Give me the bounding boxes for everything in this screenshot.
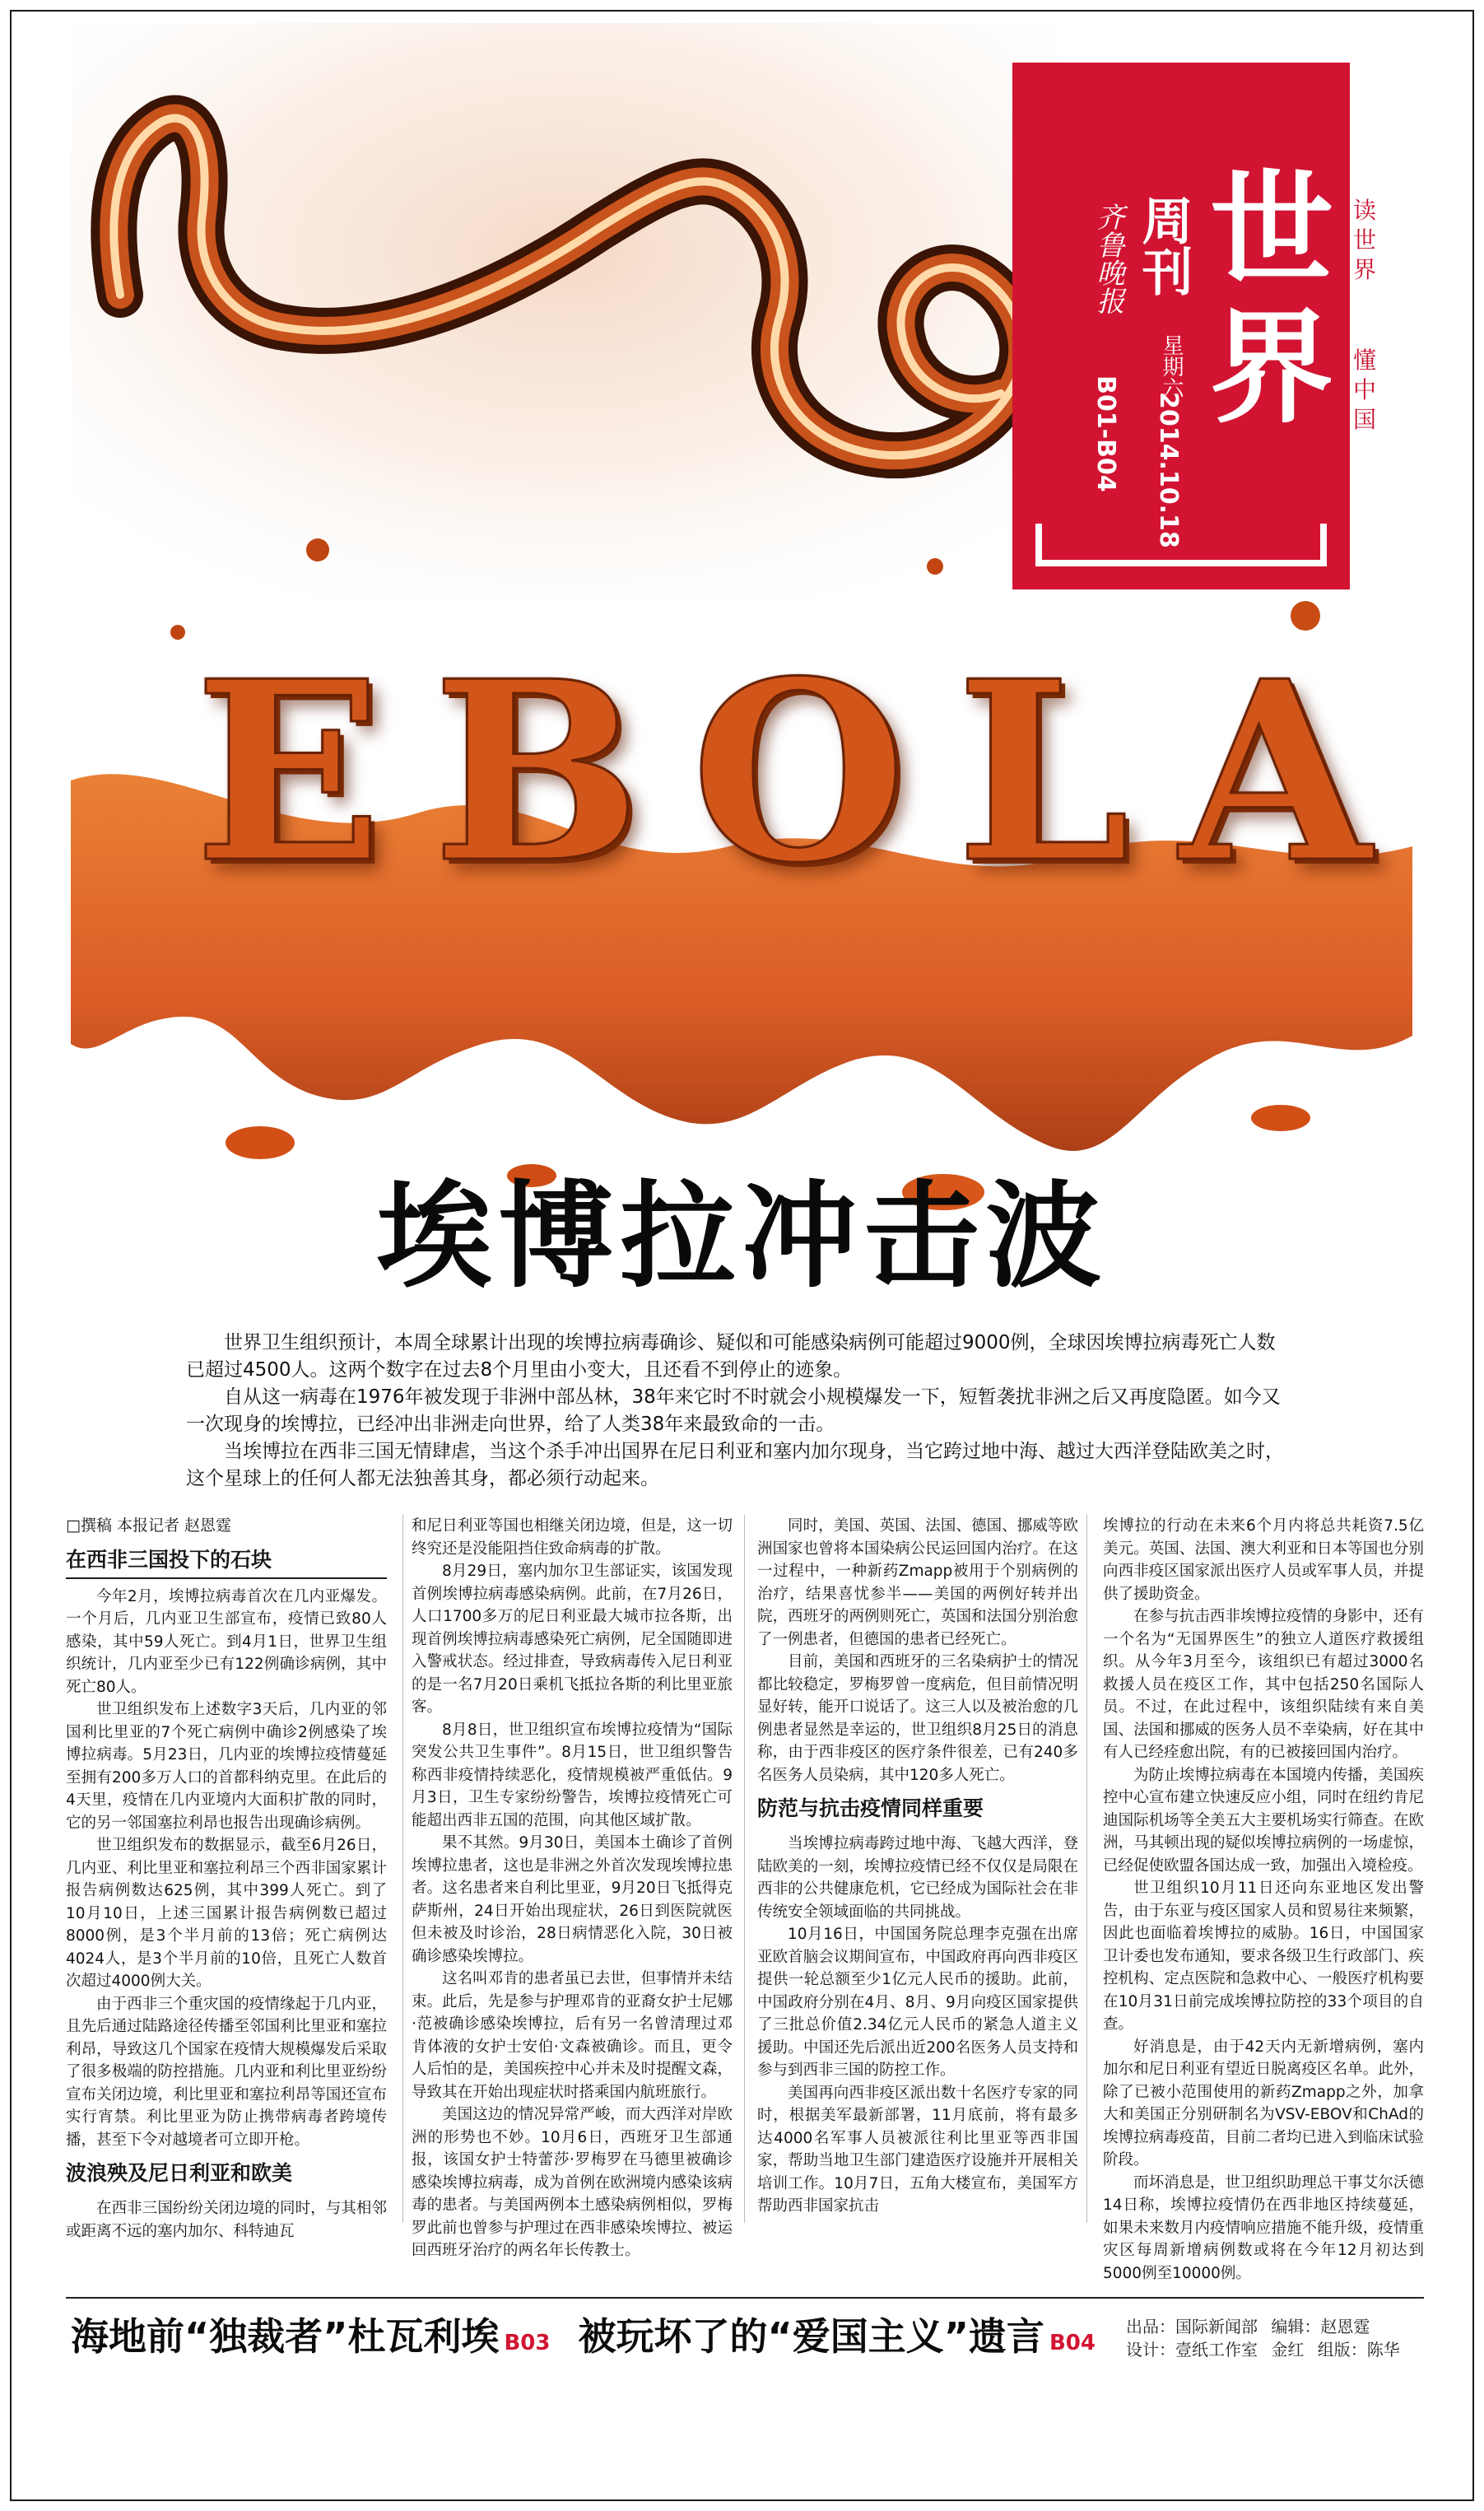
column-2 bbox=[412, 1515, 733, 2259]
paragraph: 在西非三国纷纷关闭边境的同时，与其相邻或距离不远的塞内加尔、科特迪瓦 bbox=[66, 2200, 387, 2240]
teaser-title[interactable]: 海地前“独裁者”杜瓦利埃 bbox=[71, 2314, 500, 2359]
masthead-title: 世界 bbox=[1209, 159, 1333, 440]
footer-rule bbox=[66, 2297, 1424, 2299]
paragraph: 和尼日利亚等国也相继关闭边境，但是，这一切终究还是没能阻挡住致命病毒的扩散。 bbox=[412, 1517, 733, 1558]
credit-producer: 出品：国际新闻部 bbox=[1126, 2317, 1258, 2336]
lead-paragraph: 世界卫生组织预计，本周全球累计出现的埃博拉病毒确诊、疑似和可能感染病例可能超过9000例，全球因埃博拉病毒死亡人数已超过4500人。这两个数字在过去8个月里由小变大，且还看不到停止的迹象。 bbox=[186, 1332, 1276, 1381]
letter-l: L bbox=[956, 627, 1130, 917]
paragraph: 在参与抗击西非埃博拉疫情的身影中，还有一个名为“无国界医生”的独立人道医疗救援组织。从今年3月至今，该组织已有超过3000名救援人员在疫区工作，其中包括250名国际人员。不过，在此过程中，该组织陆续有来自美国、法国和挪威的医务人员不幸染病，好在其中有人已经痊愈出院，有的已被接回国内治疗。 bbox=[1103, 1608, 1424, 1761]
section-heading: 在西非三国投下的石块 bbox=[66, 1546, 387, 1579]
weekly-label: 周刊 bbox=[1133, 194, 1193, 296]
credit-designer: 金红 bbox=[1271, 2340, 1305, 2360]
paragraph: 世卫组织10月11日还向东亚地区发出警告，由于东亚与疫区国家人员和贸易往来频繁，因此也面临着埃博拉的威胁。16日，中国国家卫计委也发布通知，要求各级卫生行政部门、疾控机构、定点医院和急救中心、一般医疗机构要在10月31日前完成埃博拉防控的33个项目的自查。 bbox=[1103, 1880, 1424, 2033]
column-3 bbox=[757, 1515, 1078, 2231]
paragraph: 为防止埃博拉病毒在本国境内传播，美国疾控中心宣布建立快速反应小组，同时在纽约肯尼迪国际机场等全美五大主要机场实行筛查。在欧洲，马其顿出现的疑似埃博拉病例的一场虚惊，已经促使欧盟各国达成一致，加强出入境检疫。 bbox=[1103, 1766, 1424, 1875]
paragraph: 美国再向西非疫区派出数十名医疗专家的同时，根据美军最新部署，11月底前，将有最多达4000名军事人员被派往利比里亚等西非国家，帮助当地卫生部门建造医疗设施并开展相关培训工作。10月7日，五角大楼宣布，美国军方帮助西非国家抗击 bbox=[757, 2084, 1078, 2215]
paragraph: 好消息是，由于42天内无新增病例，塞内加尔和尼日利亚有望近日脱离疫区名单。此外，除了已被小范围使用的新药Zmapp之外，加拿大和美国正分别研制名为VSV-EBOV和ChAd的埃博拉病毒疫苗，目前二者均已进入到临床试验阶段。 bbox=[1103, 2038, 1424, 2169]
paragraph: 这名叫邓肯的患者虽已去世，但事情并未结束。此后，先是参与护理邓肯的亚裔女护士尼娜·范被确诊感染埃博拉，后有另一名曾清理过邓肯体液的女护士安伯·文森被确诊。而且，更令人后怕的是，美国疾控中心并未及时提醒文森，导致其在开始出现症状时搭乘国内航班旅行。 bbox=[412, 1970, 733, 2101]
article-body bbox=[66, 1515, 1424, 2282]
teaser-title[interactable]: 被玩坏了的“爱国主义”遗言 bbox=[578, 2314, 1044, 2359]
ebola-word bbox=[194, 599, 1371, 917]
paragraph: 今年2月，埃博拉病毒首次在几内亚爆发。一个月后，几内亚卫生部宣布，疫情已致80人感染，其中59人死亡。到4月1日，世界卫生组织统计，几内亚至少已有122例确诊病例，其中死亡80人。 bbox=[66, 1587, 387, 1696]
paragraph: 8月8日，世卫组织宣布埃博拉疫情为“国际突发公共卫生事件”。8月15日，世卫组织警告称西非疫情持续恶化，疫情规模被严重低估。9月3日，卫生专家纷纷警告，埃博拉疫情死亡可能超出西非五国的范围，向其他区域扩散。 bbox=[412, 1721, 733, 1829]
footer-teasers bbox=[71, 2310, 1123, 2369]
paragraph: 同时，美国、英国、法国、德国、挪威等欧洲国家也曾将本国染病公民运回国内治疗。在这一过程中，一种新药Zmapp被用于个别病例的治疗，结果喜忧参半——美国的两例好转并出院，西班牙的两例则死亡，英国和法国分别治愈了一例患者，但德国的患者已经死亡。 bbox=[757, 1517, 1078, 1648]
lead-paragraph: 当埃博拉在西非三国无情肆虐，当这个杀手冲出国界在尼日利亚和塞内加尔现身，当它跨过地中海、越过大西洋登陆欧美之时，这个星球上的任何人都无法独善其身，都必须行动起来。 bbox=[186, 1441, 1284, 1489]
paragraph: 埃博拉的行动在未来6个月内将总共耗资7.5亿美元。英国、法国、澳大利亚和日本等国也分别向西非疫区国家派出医疗人员或军事人员，并提供了援助资金。 bbox=[1103, 1517, 1424, 1603]
paragraph: 世卫组织发布上述数字3天后，几内亚的邻国利比里亚的7个死亡病例中确诊2例感染了埃博拉病毒。5月23日，几内亚的埃博拉疫情蔓延至拥有200多万人口的首都科纳克里。在此后的4天里，疫情在几内亚境内大面积扩散的同时，它的另一邻国塞拉利昂也报告出现确诊病例。 bbox=[66, 1701, 387, 1832]
byline: □撰稿 本报记者 赵恩霆 bbox=[66, 1516, 232, 1535]
letter-e: E bbox=[194, 627, 383, 917]
lead-paragraph: 自从这一病毒在1976年被发现于非洲中部丛林，38年来它时不时就会小规模爆发一下，短暂袭扰非洲之后又再度隐匿。如今又一次现身的埃博拉，已经冲出非洲走向世界，给了人类38年来最致命的一击。 bbox=[186, 1386, 1281, 1435]
paragraph: 目前，美国和西班牙的三名染病护士的情况都比较稳定，罗梅罗曾一度病危，但目前情况明显好转，能开口说话了。这三人以及被治愈的几例患者显然是幸运的，世卫组织8月25日的消息称，由于西非疫区的医疗条件很差，已有240多名医务人员染病，其中120多人死亡。 bbox=[757, 1653, 1078, 1784]
credit-design: 设计：壹纸工作室 bbox=[1126, 2340, 1258, 2360]
issue-date: 2014.10.18 bbox=[1154, 392, 1183, 548]
lead-paragraphs bbox=[186, 1330, 1289, 1493]
letter-o: O bbox=[691, 627, 906, 917]
weekday: 星期六 bbox=[1159, 334, 1184, 398]
column-4 bbox=[1103, 1515, 1424, 2282]
page-title: 埃博拉冲击波 bbox=[376, 1170, 1108, 1304]
column-1 bbox=[66, 1515, 387, 2240]
paragraph: 当埃博拉病毒跨过地中海、飞越大西洋，登陆欧美的一刻，埃博拉疫情已经不仅仅是局限在西非的公共健康危机，它已经成为国际社会在非传统安全领域面临的共同挑战。 bbox=[757, 1835, 1078, 1921]
credit-editor: 编辑：赵恩霆 bbox=[1271, 2317, 1370, 2336]
paper-name: 齐鲁晚报 bbox=[1091, 203, 1124, 314]
paragraph: 美国这边的情况异常严峻，而大西洋对岸欧洲的形势也不妙。10月6日，西班牙卫生部通报，该国女护士特蕾莎·罗梅罗在马德里被确诊感染埃博拉病毒，成为首例在欧洲境内感染该病毒的患者。与美国两例本土感染病例相似，罗梅罗此前也曾参与护理过在西非感染埃博拉、被运回西班牙治疗的两名年长传教士。 bbox=[412, 2106, 733, 2259]
letter-b: B bbox=[432, 627, 641, 917]
paragraph: 10月16日，中国国务院总理李克强在出席亚欧首脑会议期间宣布，中国政府再向西非疫区提供一轮总额至少1亿元人民币的援助。此前，中国政府分别在4月、8月、9月向疫区国家提供了三批总价值2.34亿元人民币的紧急人道主义援助。中国还先后派出近200名医务人员支持和参与到西非三国的防控工作。 bbox=[757, 1926, 1078, 2079]
letter-a: A bbox=[1179, 627, 1371, 917]
section-heading: 波浪殃及尼日利亚和欧美 bbox=[66, 2161, 293, 2185]
column-divider bbox=[744, 1515, 745, 2223]
paragraph: 而坏消息是，世卫组织助理总干事艾尔沃德14日称，埃博拉疫情仍在西非地区持续蔓延，如果未来数月内疫情响应措施不能升级，疫情重灾区每周新增病例数或将在今年12月初达到5000例至10000例。 bbox=[1103, 2173, 1424, 2282]
paragraph: 由于西非三个重灾国的疫情缘起于几内亚，且先后通过陆路途径传播至邻国利比里亚和塞拉利昂，导致这几个国家在疫情大规模爆发后采取了很多极端的防控措施。几内亚和利比里亚纷纷宣布关闭边境，利比里亚和塞拉利昂等国还宣布实行宵禁。利比里亚为防止携带病毒者跨境传播，甚至下令对越境者可立即开枪。 bbox=[66, 1995, 387, 2149]
column-divider bbox=[402, 1515, 403, 2223]
paragraph: 8月29日，塞内加尔卫生部证实，该国发现首例埃博拉病毒感染病例。此前，在7月26日，人口1700多万的尼日利亚最大城市拉各斯，出现首例埃博拉病毒感染死亡病例，尼全国随即进入警戒状态。经过排查，导致病毒传入尼日利亚的是一名7月20日乘机飞抵拉各斯的利比里亚旅客。 bbox=[412, 1563, 733, 1716]
paragraph: 果不其然。9月30日，美国本土确诊了首例埃博拉患者，这也是非洲之外首次发现埃博拉患者。这名患者来自利比里亚，9月20日飞抵得克萨斯州，24日开始出现症状，26日到医院就医但未被及时诊治，28日病情恶化入院，30日被确诊感染埃博拉。 bbox=[412, 1834, 733, 1965]
teaser-page: B04 bbox=[1049, 2331, 1096, 2355]
page-range: B01-B04 bbox=[1091, 375, 1120, 492]
credits bbox=[1126, 2315, 1422, 2361]
teaser-page: B03 bbox=[504, 2331, 551, 2355]
tagline-read-world: 读世界 bbox=[1352, 197, 1376, 283]
masthead-frame bbox=[1035, 524, 1327, 566]
paragraph: 世卫组织发布的数据显示，截至6月26日，几内亚、利比里亚和塞拉利昂三个西非国家累计报告病例数达625例，其中399人死亡。到了10月10日，上述三国累计报告病例数已超过8000例，是3个半月前的13倍；死亡病例达4024人，是3个半月前的10倍，且死亡人数首次超过4000例大关。 bbox=[66, 1837, 387, 1990]
column-divider bbox=[1086, 1515, 1087, 2223]
section-heading: 防范与抗击疫情同样重要 bbox=[757, 1796, 984, 1820]
masthead bbox=[1012, 63, 1350, 589]
credit-layout: 组版：陈华 bbox=[1317, 2340, 1400, 2360]
tagline-know-china: 懂中国 bbox=[1352, 347, 1376, 433]
